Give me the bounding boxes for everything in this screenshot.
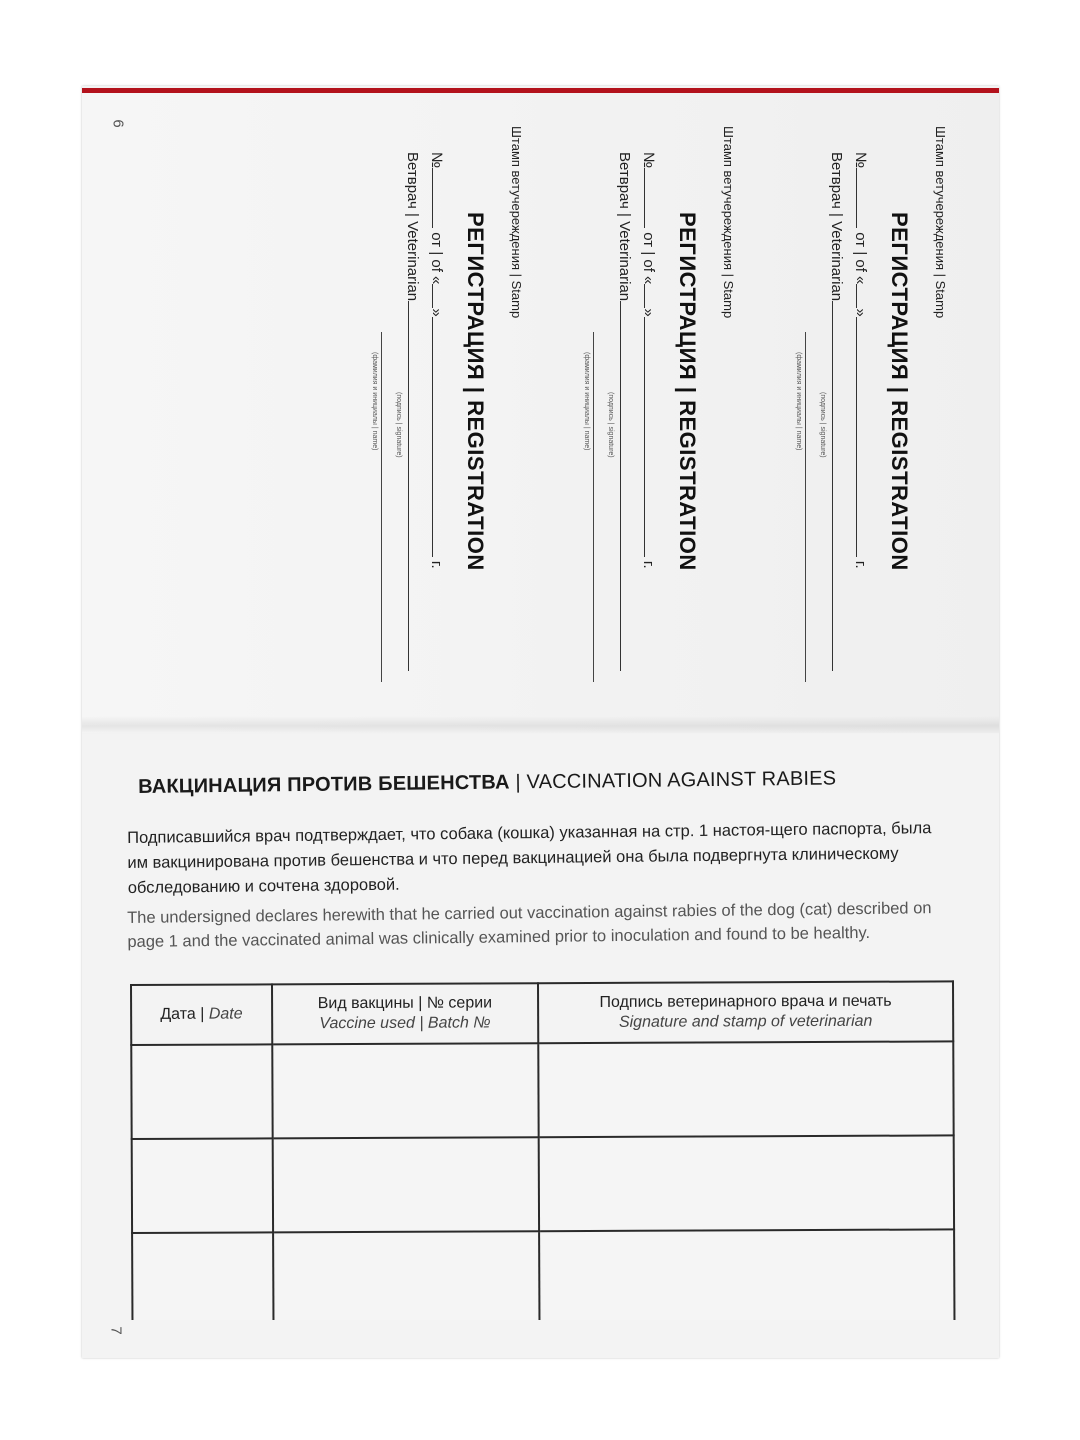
- vaccination-table: [130, 980, 955, 1320]
- table-row: [131, 1041, 953, 1139]
- table-header-row: [131, 981, 953, 1045]
- vaccination-title-en: VACCINATION AGAINST RABIES: [526, 767, 837, 794]
- registration-title: РЕГИСТРАЦИЯ | REGISTRATION: [887, 212, 912, 571]
- page-number-top: 6: [109, 119, 127, 128]
- header-signature: Подпись ветеринарного врача и печать Signature and stamp of veterinarian: [538, 981, 953, 1043]
- number-date-line: № от | of «» г.: [640, 152, 657, 569]
- number-date-line: № от | of «» г.: [852, 152, 869, 569]
- cell-signature[interactable]: [539, 1229, 954, 1320]
- cell-vaccine[interactable]: [272, 1043, 539, 1138]
- title-separator: |: [509, 771, 527, 794]
- header-vaccine: Вид вакцины | № серии Vaccine used | Batch №: [272, 983, 539, 1044]
- veterinarian-line: Ветврач | Veterinarian: [616, 152, 634, 671]
- header-date: Дата | Date: [131, 984, 272, 1045]
- stamp-label: Штамп ветучереждения | Stamp: [933, 126, 948, 319]
- declaration-en: The undersigned declares herewith that he carried out vaccination against rabies of the dog (cat) described on page 1 and the vaccinated animal was clinically examined prior to inoculation and found to be healthy.: [127, 899, 932, 951]
- registration-title: РЕГИСТРАЦИЯ | REGISTRATION: [463, 212, 488, 571]
- signature-caption: (подпись | signature): [395, 392, 402, 458]
- cell-date[interactable]: [132, 1138, 273, 1233]
- veterinarian-line: Ветврач | Veterinarian: [404, 152, 422, 671]
- table-row: [132, 1229, 954, 1320]
- cell-vaccine[interactable]: [273, 1231, 540, 1320]
- cell-date[interactable]: [132, 1232, 273, 1320]
- cell-signature[interactable]: [539, 1135, 954, 1231]
- stamp-label: Штамп ветучереждения | Stamp: [721, 126, 736, 319]
- registration-title: РЕГИСТРАЦИЯ | REGISTRATION: [675, 212, 700, 571]
- declaration-ru: Подписавшийся врач подтверждает, что собака (кошка) указанная на стр. 1 настоя-щего паспорта, была им вакцинирована против бешенства и что перед вакцинацией она была подвергнута клиническому обследованию и сочтена здоровой.: [127, 819, 932, 897]
- vaccination-title-ru: ВАКЦИНАЦИЯ ПРОТИВ БЕШЕНСТВА: [138, 771, 510, 798]
- table-row: [132, 1135, 954, 1233]
- cell-date[interactable]: [131, 1044, 272, 1139]
- name-caption: (фамилия и инициалы | name): [795, 352, 802, 451]
- name-caption: (фамилия и инициалы | name): [583, 352, 590, 451]
- signature-caption: (подпись | signature): [819, 392, 826, 458]
- name-caption: (фамилия и инициалы | name): [371, 352, 378, 451]
- cell-signature[interactable]: [538, 1041, 953, 1137]
- signature-caption: (подпись | signature): [607, 392, 614, 458]
- page-number-bottom: 7: [107, 1326, 125, 1335]
- number-date-line: № от | of «» г.: [428, 152, 445, 569]
- cell-vaccine[interactable]: [272, 1137, 539, 1232]
- stamp-label: Штамп ветучереждения | Stamp: [509, 126, 524, 319]
- veterinarian-line: Ветврач | Veterinarian: [828, 152, 846, 671]
